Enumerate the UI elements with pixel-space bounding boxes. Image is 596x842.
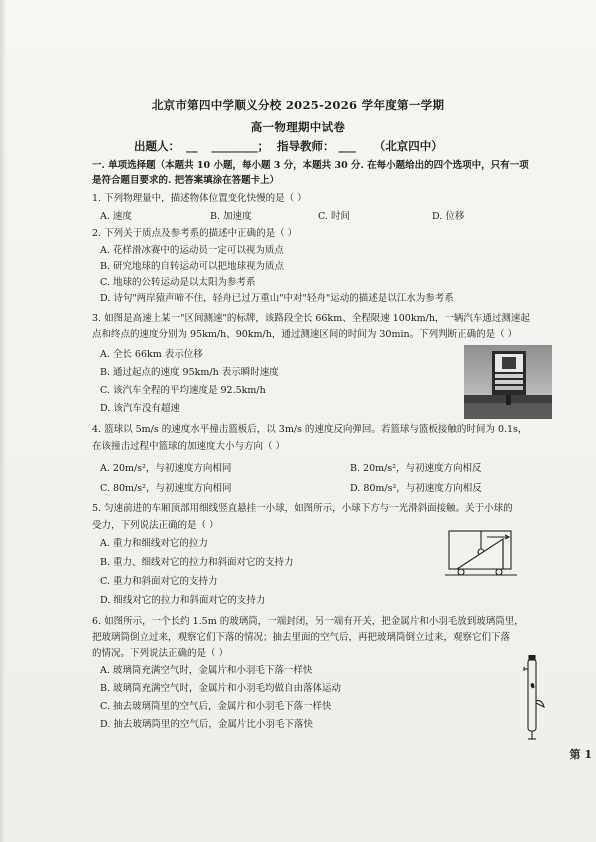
carriage-ball-incline-diagram xyxy=(443,527,523,583)
q4-option-a: A. 20m/s²，与初速度方向相同 xyxy=(100,463,232,474)
q6-option-b: B. 玻璃筒充满空气时，金属片和小羽毛均做自由落体运动 xyxy=(100,683,342,694)
teacher-blank: ________； xyxy=(211,139,269,153)
q5-option-d: D. 细线对它的拉力和斜面对它的支持力 xyxy=(100,595,266,606)
setter-label: 出题人： xyxy=(134,139,180,153)
q3-stem-1: 3. 如图是高速上某一"区间测速"的标牌，该路段全长 66km、全程限速 100km/h，一辆汽车通过测速起 xyxy=(92,313,530,324)
q2-option-c: C. 地球的公转运动是以太阳为参考系 xyxy=(100,277,256,288)
q4-stem-1: 4. 篮球以 5m/s 的速度水平撞击篮板后，以 3m/s 的速度反向弹回。若篮球与篮板接触的时间为 0.1s， xyxy=(92,424,528,435)
exam-subtitle: 高一物理期中试卷 xyxy=(250,120,346,134)
q2-option-a: A. 花样滑冰赛中的运动员一定可以视为质点 xyxy=(100,245,284,256)
q1-option-c: C. 时间 xyxy=(318,211,350,222)
q5-option-c: C. 重力和斜面对它的支持力 xyxy=(100,576,218,587)
q5-option-b: B. 重力、细线对它的拉力和斜面对它的支持力 xyxy=(100,557,294,568)
q3-option-a: A. 全长 66km 表示位移 xyxy=(100,349,203,360)
teacher-label: 指导教师： xyxy=(277,139,335,153)
q4-option-c: C. 80m/s²，与初速度方向相同 xyxy=(100,483,232,494)
q5-stem-2: 受力，下列说法正确的是（ ） xyxy=(92,520,219,531)
q5-stem-1: 5. 匀速前进的车厢顶部用细线竖直悬挂一小球，如图所示，小球下方与一光滑斜面接触。关于小球的 xyxy=(92,503,513,514)
q6-stem-1: 6. 如图所示，一个长约 1.5m 的玻璃筒，一端封闭，另一端有开关，把金属片和小羽毛放到玻璃筒里， xyxy=(92,616,524,627)
teacher-blank-2: ___ xyxy=(338,139,356,153)
speed-zone-sign-photo xyxy=(464,345,552,419)
section1-instructions-1: 一. 单项选择题（本题共 10 小题，每小题 3 分，本题共 30 分. 在每小题给出的四个选项中，只有一项 xyxy=(92,160,529,171)
q6-option-a: A. 玻璃筒充满空气时，金属片和小羽毛下落一样快 xyxy=(100,665,313,676)
page-number: 第 1 xyxy=(569,748,592,761)
q6-stem-2: 把玻璃筒倒立过来，观察它们下落的情况；抽去里面的空气后，再把玻璃筒倒立过来，观察它们下落 xyxy=(92,632,511,643)
q3-option-b: B. 通过起点的速度 95km/h 表示瞬时速度 xyxy=(100,367,279,378)
q3-option-c: C. 该汽车全程的平均速度是 92.5km/h xyxy=(100,385,266,396)
q3-stem-2: 点和终点的速度分别为 95km/h、90km/h，通过测速区间的时间为 30min。下列判断正确的是（ ） xyxy=(92,329,518,340)
newton-tube-diagram xyxy=(520,655,548,741)
q4-stem-2: 在该撞击过程中篮球的加速度大小与方向（ ） xyxy=(92,441,286,452)
q4-option-b: B. 20m/s²，与初速度方向相反 xyxy=(350,463,482,474)
exam-credits xyxy=(134,138,554,154)
q1-stem: 1. 下列物理量中，描述物体位置变化快慢的是（ ） xyxy=(92,193,307,204)
q1-option-a: A. 速度 xyxy=(100,211,132,222)
exam-title: 北京市第四中学顺义分校 2025-2026 学年度第一学期 xyxy=(151,98,445,112)
q6-stem-3: 的情况。下列说法正确的是（ ） xyxy=(92,648,229,659)
q1-option-d: D. 位移 xyxy=(432,211,465,222)
q2-stem: 2. 下列关于质点及参考系的描述中正确的是（ ） xyxy=(92,228,298,239)
q5-option-a: A. 重力和细线对它的拉力 xyxy=(100,538,208,549)
school-name: （北京四中） xyxy=(373,139,443,153)
q4-option-d: D. 80m/s²，与初速度方向相反 xyxy=(350,483,482,494)
q1-option-b: B. 加速度 xyxy=(210,211,252,222)
q3-option-d: D. 该汽车没有超速 xyxy=(100,403,180,414)
q2-option-d: D. 诗句"两岸猿声啼不住，轻舟已过万重山"中对"轻舟"运动的描述是以江水为参考系 xyxy=(100,293,454,304)
setter-blank: __ xyxy=(186,139,198,153)
section1-instructions-2: 是符合题目要求的. 把答案填涂在答题卡上） xyxy=(92,175,280,186)
q2-option-b: B. 研究地球的自转运动可以把地球视为质点 xyxy=(100,261,285,272)
q6-option-d: D. 抽去玻璃筒里的空气后，金属片比小羽毛下落快 xyxy=(100,719,313,730)
q6-option-c: C. 抽去玻璃筒里的空气后，金属片和小羽毛下落一样快 xyxy=(100,701,332,712)
